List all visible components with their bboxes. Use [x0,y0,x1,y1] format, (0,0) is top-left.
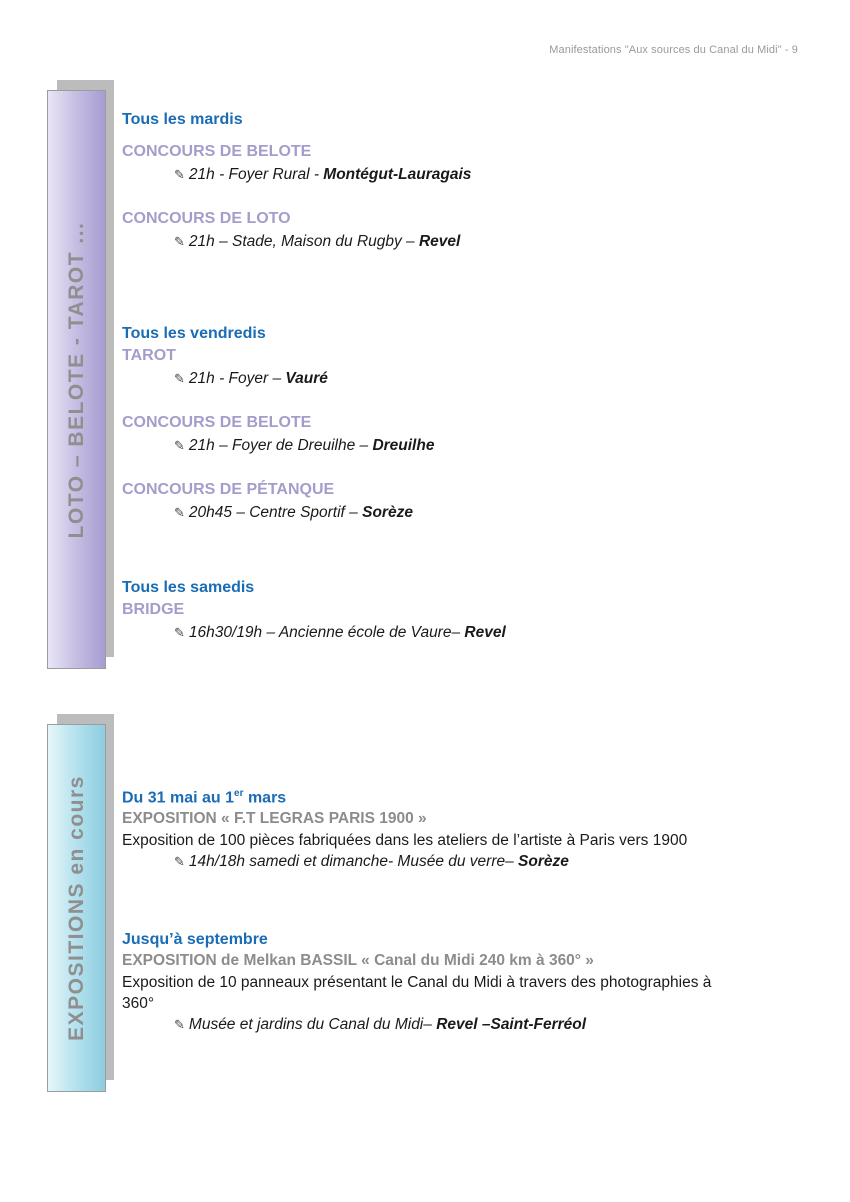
category-heading: TAROT [122,347,176,364]
hand-pointer-icon: ✎ [174,167,185,182]
event-line [122,1015,722,1035]
exposition-description: Exposition de 10 panneaux présentant le Canal du Midi à travers des photographies à 360° [122,974,712,1012]
event-line [122,852,792,872]
day-heading: Tous les mardis [122,111,243,128]
section-tab-loto [47,90,106,669]
event-place: Revel –Saint-Ferréol [436,1016,587,1033]
page-header: Manifestations "Aux sources du Canal du Midi" - 9 [549,44,798,56]
event-place: Revel [418,233,461,250]
samedis-block [122,578,506,643]
event-place: Vauré [285,370,328,387]
event-time: 21h – Foyer de Dreuilhe – [188,437,373,454]
event-line [122,232,471,252]
event-time: 14h/18h samedi et dimanche- Musée du verre– [188,853,519,871]
hand-pointer-icon: ✎ [174,505,185,520]
event-time: Musée et jardins du Canal du Midi– [188,1016,437,1033]
category-heading: CONCOURS DE BELOTE [122,143,312,160]
section-tab-expositions [47,724,106,1092]
hand-pointer-icon: ✎ [174,438,185,453]
category-heading: CONCOURS DE PÉTANQUE [122,481,335,498]
event-place: Montégut-Lauragais [323,166,472,183]
event-line [122,369,434,389]
exposition-description: Exposition de 100 pièces fabriquées dans les ateliers de l’artiste à Paris vers 1900 [122,832,688,850]
day-heading: Tous les samedis [122,579,255,596]
category-heading: BRIDGE [122,601,185,618]
exposition-block [122,930,722,1035]
hand-pointer-icon: ✎ [174,854,185,870]
event-time: 20h45 – Centre Sportif – [188,504,363,521]
exposition-block [122,784,792,872]
date-heading: Jusqu’à septembre [122,931,268,948]
event-time: 21h - Foyer Rural - [188,166,324,183]
mardis-block [122,110,471,252]
section-tab-expositions-label: EXPOSITIONS en cours [64,775,88,1041]
category-heading: CONCOURS DE BELOTE [122,414,312,431]
event-line [122,165,471,185]
vendredis-block [122,324,434,523]
event-place: Dreuilhe [372,437,435,454]
date-heading [122,784,792,808]
event-line [122,503,434,523]
section-tab-loto-label: LOTO – BELOTE - TAROT ... [64,221,88,538]
exposition-title: EXPOSITION de Melkan BASSIL « Canal du Midi 240 km à 360° » [122,952,594,969]
date-superscript: er [234,788,244,799]
exposition-title: EXPOSITION « F.T LEGRAS PARIS 1900 » [122,810,427,828]
event-place: Revel [464,624,506,641]
event-line [122,436,434,456]
event-place: Sorèze [362,504,413,521]
hand-pointer-icon: ✎ [174,625,185,640]
event-time: 21h - Foyer – [188,370,286,387]
category-heading: CONCOURS DE LOTO [122,210,291,227]
hand-pointer-icon: ✎ [174,1017,185,1032]
event-place: Sorèze [518,853,569,871]
hand-pointer-icon: ✎ [174,234,185,249]
date-text: mars [243,789,287,807]
hand-pointer-icon: ✎ [174,371,185,386]
day-heading: Tous les vendredis [122,325,266,342]
event-line [122,623,506,643]
event-time: 16h30/19h – Ancienne école de Vaure– [188,624,465,641]
date-text: Du 31 mai au 1 [122,789,235,807]
event-time: 21h – Stade, Maison du Rugby – [188,233,419,250]
